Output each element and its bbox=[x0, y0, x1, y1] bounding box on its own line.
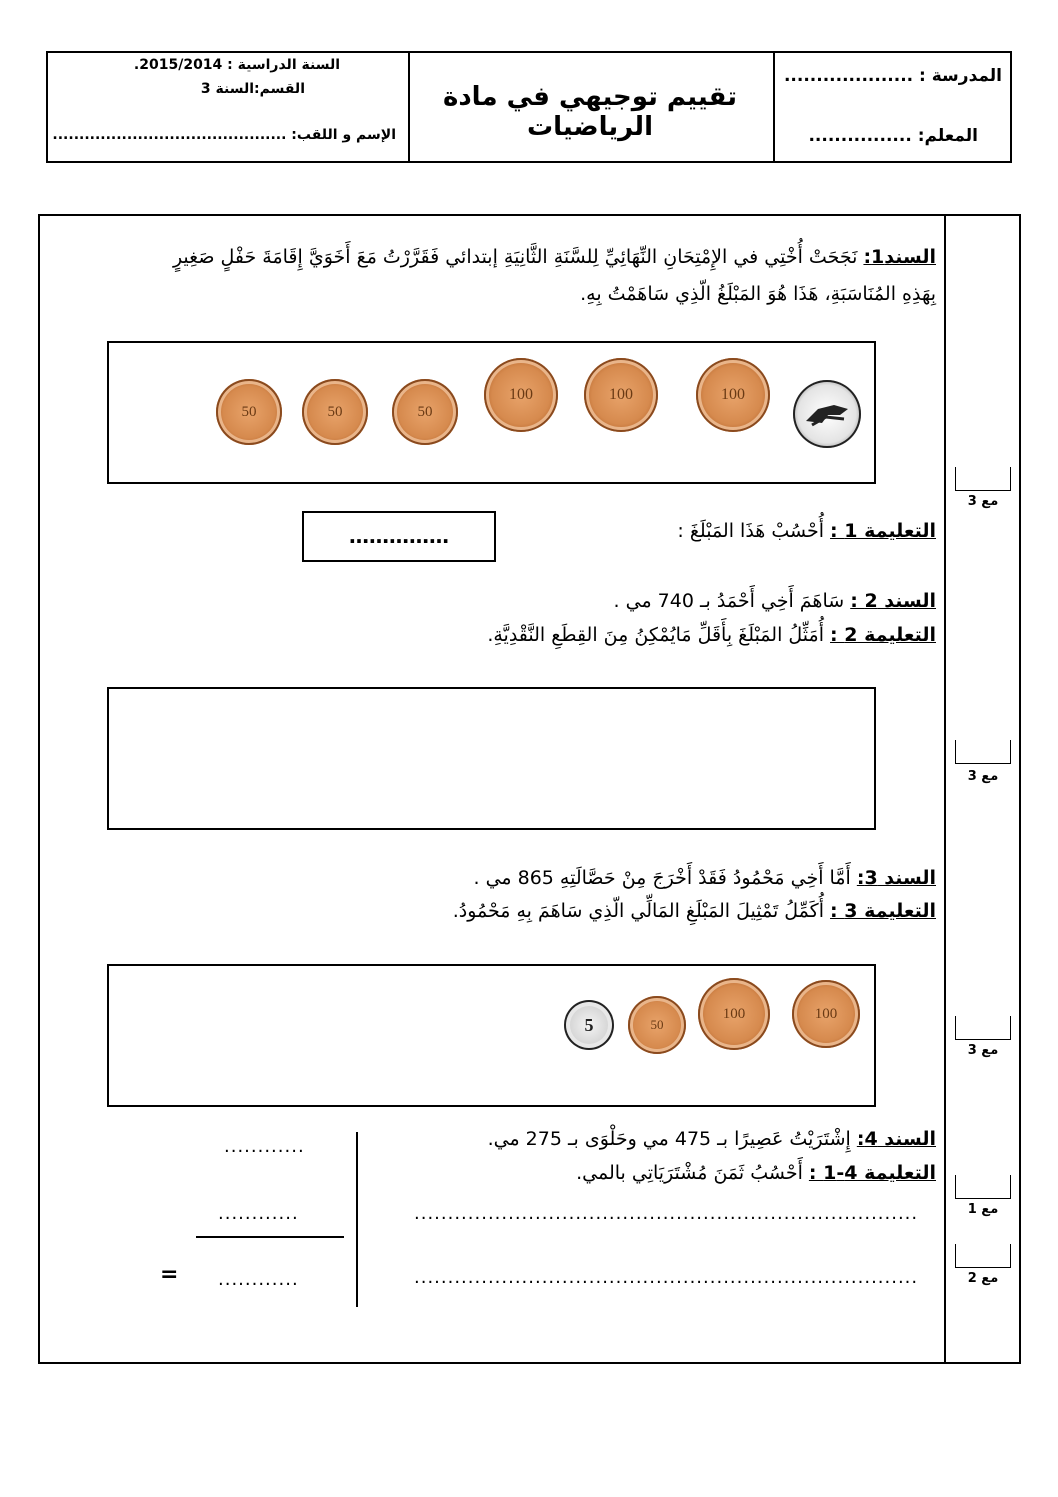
sanad3-line bbox=[400, 867, 936, 889]
task1-label: التعليمة 1 : bbox=[830, 520, 936, 542]
task3-line bbox=[380, 900, 936, 922]
score-mark-3[interactable] bbox=[955, 1016, 1011, 1040]
score-mark-4-label: مع 1 bbox=[967, 1202, 999, 1217]
coin-100-icon: 100 bbox=[696, 358, 770, 432]
sanad1-line2: بِهَذِهِ المُنَاسَبَةِ، هَذَا هُوَ المَبْلَغُ الّذِي سَاهَمْتُ بِهِ. bbox=[580, 283, 936, 305]
task4-answer-line-2[interactable]: ........................................................................... bbox=[414, 1267, 919, 1288]
score-mark-3-label: مع 3 bbox=[967, 1043, 999, 1058]
task2-text: أُمَثِّلُ المَبْلَغَ بِأَقَلِّ مَايُمْكِنُ مِنَ القِطَعِ النَّقْدِيَّةِ. bbox=[487, 624, 831, 646]
task2-label: التعليمة 2 : bbox=[830, 624, 936, 646]
sanad3-label: السند 3: bbox=[856, 867, 936, 889]
sanad3-text: أَمَّا أَخِي مَحْمُودُ فَقَدْ أَخْرَجَ مِنْ حَصَّالَتِهِ 865 مي . bbox=[473, 867, 857, 889]
school-field[interactable]: المدرسة : .................... bbox=[783, 66, 1002, 86]
coin-100-icon: 100 bbox=[698, 978, 770, 1050]
coin-100-icon: 100 bbox=[792, 980, 860, 1048]
task4-label: التعليمة 4-1 : bbox=[808, 1162, 936, 1184]
score-mark-2-label: مع 3 bbox=[967, 769, 999, 784]
hand-emblem-icon bbox=[804, 399, 850, 429]
equals-sign: = bbox=[160, 1262, 179, 1287]
score-mark-5-label: مع 2 bbox=[967, 1271, 999, 1286]
calc-sum-line bbox=[196, 1236, 344, 1238]
school-year: السنة الدراسية : 2015/2014. bbox=[133, 57, 340, 73]
task3-text: أُكَمِّلُ تَمْثِيلَ المَبْلَغِ المَالِّي الّذِي سَاهَمَ بِهِ مَحْمُودُ. bbox=[452, 900, 831, 922]
sanad4-line bbox=[400, 1128, 936, 1150]
task1-text: أُحْسُبْ هَذَا المَبْلَغَ : bbox=[677, 520, 831, 542]
coin-100-icon: 100 bbox=[484, 358, 558, 432]
sanad1-text: نَجَحَتْ أُخْتِي في الإِمْتِحَانِ النِّهَائِيِّ لِلسَّنَةِ الثَّانِيَةِ إبتدائي فَقَرَّرْتُ مَعَ أَخَوَيَّ إِقَامَةَ حَفْلٍ صَغِيرٍ bbox=[172, 246, 864, 268]
coin-50-icon: 50 bbox=[628, 996, 686, 1054]
sanad4-text: إِشْتَرَيْتُ عَصِيرًا بـ 475 مي وحَلْوَى بـ 275 مي. bbox=[487, 1128, 857, 1150]
score-mark-5[interactable] bbox=[955, 1244, 1011, 1268]
sanad1-label: السند1: bbox=[863, 246, 936, 268]
score-column-divider bbox=[944, 214, 946, 1364]
task1-line bbox=[520, 520, 936, 542]
coin-5-icon: 5 bbox=[564, 1000, 614, 1050]
task4-answer-line-1[interactable]: ........................................................................... bbox=[414, 1203, 919, 1224]
score-mark-4[interactable] bbox=[955, 1175, 1011, 1199]
sanad1-line1 bbox=[50, 246, 936, 268]
calc-operand-2[interactable]: ............ bbox=[218, 1203, 299, 1224]
page-title: تقييم توجيهي في مادة الرياضيات bbox=[442, 82, 737, 142]
header-divider bbox=[773, 51, 775, 163]
calc-operand-1[interactable]: ............ bbox=[224, 1136, 305, 1157]
task1-answer-dots: …………… bbox=[349, 524, 449, 548]
task4-text: أَحْسُبُ ثَمَنَ مُشْتَرَيَاتِي بالمي. bbox=[576, 1162, 809, 1184]
coin-50-icon: 50 bbox=[216, 379, 282, 445]
calc-result[interactable]: ............ bbox=[218, 1269, 299, 1290]
score-mark-2[interactable] bbox=[955, 740, 1011, 764]
coin-50-icon: 50 bbox=[302, 379, 368, 445]
coin-emblem-icon bbox=[793, 380, 861, 448]
sanad2-text: سَاهَمَ أَخِي أَحْمَدُ بـ 740 مي . bbox=[613, 590, 851, 612]
sanad2-label: السند 2 : bbox=[850, 590, 936, 612]
coin-100-icon: 100 bbox=[584, 358, 658, 432]
score-mark-1[interactable] bbox=[955, 467, 1011, 491]
task2-line bbox=[420, 624, 936, 646]
student-name-field[interactable]: الإسم و اللقب: ............................................ bbox=[52, 127, 396, 143]
teacher-field[interactable]: المعلم: ................ bbox=[808, 126, 978, 146]
task3-label: التعليمة 3 : bbox=[830, 900, 936, 922]
coin-50-icon: 50 bbox=[392, 379, 458, 445]
class-label: القسم:السنة 3 bbox=[200, 81, 305, 97]
sanad2-line bbox=[520, 590, 936, 612]
score-mark-1-label: مع 3 bbox=[967, 494, 999, 509]
calc-vertical-line bbox=[356, 1132, 358, 1307]
sanad4-label: السند 4: bbox=[856, 1128, 936, 1150]
task4-line bbox=[500, 1162, 936, 1184]
coins-answer-box-2[interactable] bbox=[107, 687, 876, 830]
